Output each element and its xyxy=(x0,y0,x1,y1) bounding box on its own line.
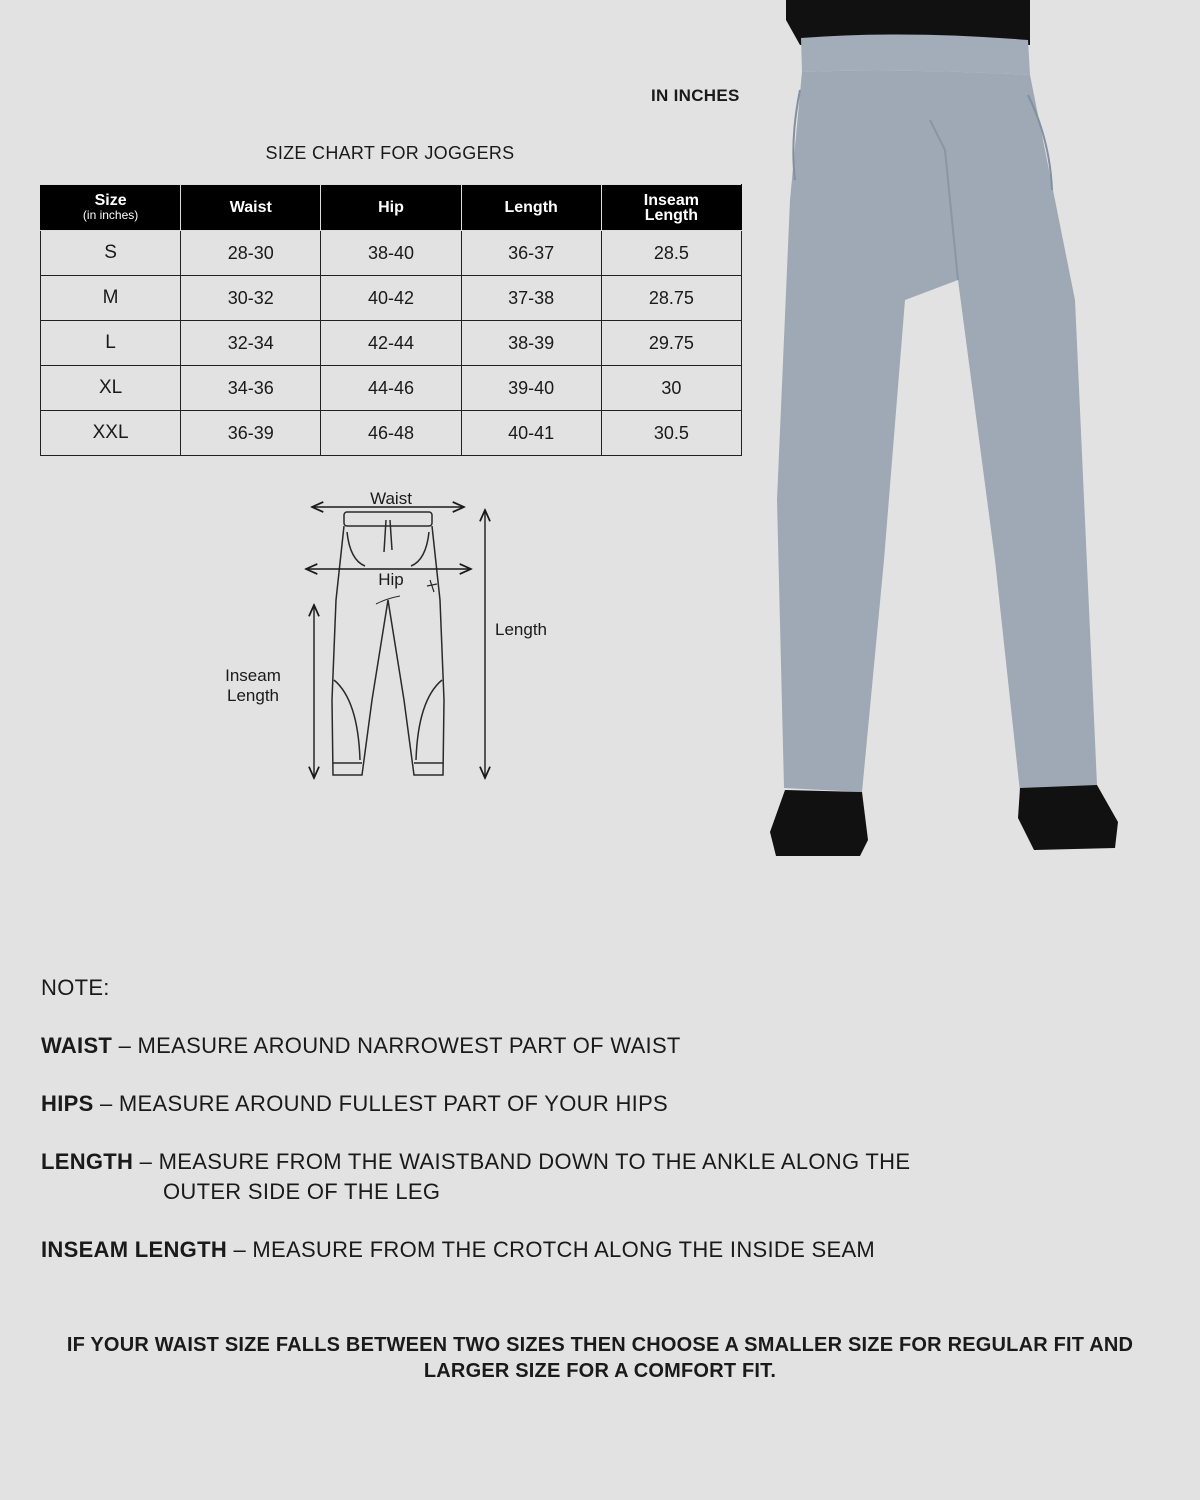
note-waist xyxy=(41,1031,1041,1061)
table-row xyxy=(41,276,742,321)
left-shoe xyxy=(770,790,868,856)
note-inseam xyxy=(41,1235,1041,1265)
header-size-label: Size xyxy=(94,191,127,209)
table-row xyxy=(41,231,742,276)
note-hips xyxy=(41,1089,1041,1119)
note-waist-term: WAIST xyxy=(41,1033,113,1058)
table-cell: S xyxy=(41,231,181,276)
header-waist: Waist xyxy=(181,185,321,231)
table-cell: 29.75 xyxy=(601,321,741,366)
table-cell: 46-48 xyxy=(321,411,461,456)
jogger-outline xyxy=(332,512,444,775)
table-row xyxy=(41,411,742,456)
footer-note: IF YOUR WAIST SIZE FALLS BETWEEN TWO SIZES THEN CHOOSE A SMALLER SIZE FOR REGULAR FIT AND LARGER SIZE FOR A COMFORT FIT. xyxy=(66,1334,1134,1382)
note-length xyxy=(41,1147,1041,1207)
notes-heading: NOTE: xyxy=(41,975,110,1000)
note-length-text: – MEASURE FROM THE WAISTBAND DOWN TO THE ANKLE ALONG THE xyxy=(139,1149,911,1174)
size-table xyxy=(40,184,742,456)
table-cell: 30-32 xyxy=(181,276,321,321)
table-cell: 36-39 xyxy=(181,411,321,456)
notes-section xyxy=(41,975,1041,1293)
table-cell: 30 xyxy=(601,366,741,411)
header-inseam-sub: Length xyxy=(644,206,699,224)
length-label: Length xyxy=(495,620,547,639)
note-length-text-cont: OUTER SIDE OF THE LEG xyxy=(163,1179,441,1204)
chart-title: SIZE CHART FOR JOGGERS xyxy=(265,143,515,163)
table-cell: L xyxy=(41,321,181,366)
table-cell: XXL xyxy=(41,411,181,456)
header-length: Length xyxy=(461,185,601,231)
waist-label: Waist xyxy=(370,489,412,508)
inseam-label-1: Inseam xyxy=(225,666,281,685)
table-header-row xyxy=(41,185,742,231)
table-cell: 38-40 xyxy=(321,231,461,276)
table-cell: 37-38 xyxy=(461,276,601,321)
note-hips-term: HIPS xyxy=(41,1091,94,1116)
measurement-diagram xyxy=(200,480,580,800)
right-shoe xyxy=(1018,785,1118,850)
header-hip: Hip xyxy=(321,185,461,231)
waistband-shape xyxy=(801,34,1030,75)
table-row xyxy=(41,321,742,366)
unit-label: IN INCHES xyxy=(651,86,740,105)
table-cell: 42-44 xyxy=(321,321,461,366)
note-inseam-text: – MEASURE FROM THE CROTCH ALONG THE INSIDE SEAM xyxy=(233,1237,876,1262)
table-cell: 38-39 xyxy=(461,321,601,366)
inseam-label-2: Length xyxy=(227,686,279,705)
table-row xyxy=(41,366,742,411)
table-cell: 39-40 xyxy=(461,366,601,411)
header-inseam-label: Inseam xyxy=(643,191,699,209)
pants-shape xyxy=(777,71,1097,792)
table-cell: 44-46 xyxy=(321,366,461,411)
product-photo xyxy=(760,0,1140,870)
table-cell: 28.5 xyxy=(601,231,741,276)
table-cell: M xyxy=(41,276,181,321)
table-cell: 28-30 xyxy=(181,231,321,276)
note-inseam-term: INSEAM LENGTH xyxy=(41,1237,228,1262)
table-cell: 28.75 xyxy=(601,276,741,321)
table-cell: XL xyxy=(41,366,181,411)
header-inseam xyxy=(601,185,741,231)
note-waist-text: – MEASURE AROUND NARROWEST PART OF WAIST xyxy=(118,1033,681,1058)
table-cell: 40-41 xyxy=(461,411,601,456)
header-size-sub: (in inches) xyxy=(82,207,139,222)
note-hips-text: – MEASURE AROUND FULLEST PART OF YOUR HIPS xyxy=(99,1091,669,1116)
table-cell: 34-36 xyxy=(181,366,321,411)
table-cell: 32-34 xyxy=(181,321,321,366)
header-size xyxy=(41,185,181,231)
table-cell: 36-37 xyxy=(461,231,601,276)
table-cell: 40-42 xyxy=(321,276,461,321)
hip-label: Hip xyxy=(378,570,404,589)
note-length-term: LENGTH xyxy=(41,1149,134,1174)
table-cell: 30.5 xyxy=(601,411,741,456)
